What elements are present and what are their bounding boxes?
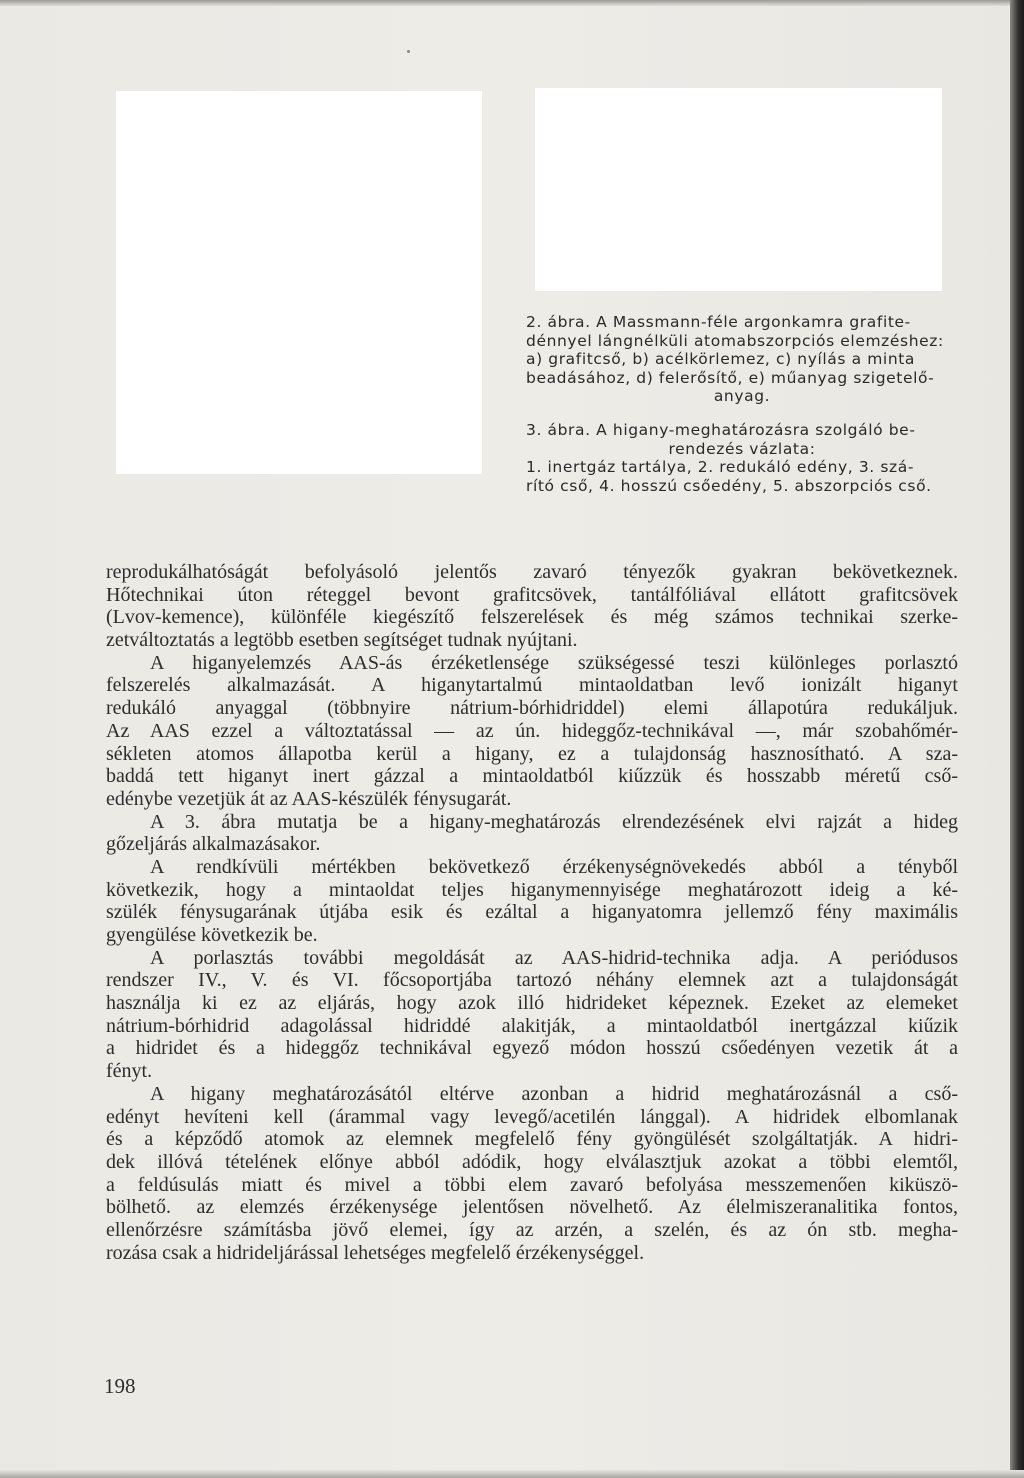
figure-2-caption — [526, 313, 958, 406]
body-text — [106, 561, 958, 1264]
caption-line: anyag. — [713, 387, 771, 405]
book-spine-shadow — [1010, 0, 1024, 1478]
text-line: A higanyelemzés AAS-ás érzéketlensége szükségessé teszi különleges porlasztó — [150, 651, 958, 674]
text-line: és a képződő atomok az elemnek megfelelő fény gyöngülését szolgáltatják. A hidri- — [106, 1128, 958, 1151]
text-line: dek illóvá tételének előnye abból adódik, hogy elválasztjuk azokat a többi elemtől, — [106, 1150, 958, 1173]
text-line: következik, hogy a mintaoldat teljes higanymennyisége meghatározott ideig a ké- — [106, 878, 958, 901]
figure-3-caption — [526, 421, 958, 495]
text-line: A porlasztás további megoldását az AAS-hidrid-technika adja. A periódusos — [150, 946, 958, 969]
text-line: redukáló anyaggal (többnyire nátrium-bórhidriddel) elemi állapotúra redukáljuk. — [106, 697, 958, 720]
text-line: szülék fénysugarának útjába esik és ezáltal a higanyatomra jellemző fény maximális — [106, 901, 958, 924]
text-line: edényt hevíteni kell (árammal vagy levegő/acetilén lánggal). A hidridek elbomlanak — [106, 1105, 958, 1128]
figure-3-image — [535, 88, 942, 291]
text-line: baddá tett higanyt inert gázzal a mintaoldatból kiűzzük és hosszabb méretű cső- — [106, 765, 958, 788]
text-line: zetváltoztatás a legtöbb esetben segítséget tudnak nyújtani. — [106, 629, 578, 652]
text-line: sékleten atomos állapotba kerül a higany, ez a tulajdonság hasznosítható. A sza- — [106, 742, 958, 765]
text-line: Az AAS ezzel a változtatással — az ún. hideggőz-technikával —, már szobahőmér- — [106, 719, 958, 742]
text-line: A rendkívüli mértékben bekövetkező érzékenységnövekedés abból a tényből — [150, 855, 958, 878]
text-line: használja ki ez az eljárás, hogy azok illó hidrideket képeznek. Ezeket az elemeket — [106, 992, 958, 1015]
figure-2-image — [116, 91, 482, 474]
caption-line: a) grafitcső, b) acélkörlemez, c) nyílás a minta — [526, 350, 916, 368]
caption-line: rendezés vázlata: — [668, 439, 816, 458]
text-line: gőzeljárás alkalmazásakor. — [106, 833, 321, 856]
page-number: 198 — [104, 1374, 136, 1398]
speck-mark — [407, 50, 410, 53]
text-line: gyengülése következik be. — [106, 924, 318, 946]
text-line: fényt. — [106, 1060, 153, 1083]
text-line: rendszer IV., V. és VI. főcsoportjába tartozó néhány elemnek azt a tulajdonságát — [106, 969, 958, 992]
caption-line: beadásához, d) felerősítő, e) műanyag szigetelő- — [526, 368, 935, 387]
text-line: A 3. ábra mutatja be a higany-meghatározás elrendezésének elvi rajzát a hideg — [150, 810, 958, 833]
text-line: rozása csak a hidrideljárással lehetséges megfelelő érzékenységgel. — [106, 1241, 645, 1264]
text-line: A higany meghatározásától eltérve azonban a hidrid meghatározásnál a cső- — [150, 1082, 958, 1105]
caption-line: dénnyel lángnélküli atomabszorpciós elemzéshez: — [526, 331, 944, 350]
text-line: felszerelés alkalmazását. A higanytartalmú mintaoldatban levő ionizált higanyt — [106, 674, 958, 697]
text-line: reprodukálhatóságát befolyásoló jelentős zavaró tényezők gyakran bekövetkeznek. — [106, 561, 958, 583]
caption-line: 3. ábra. A higany-meghatározásra szolgáló be- — [526, 421, 916, 439]
text-line: (Lvov-kemence), különféle kiegészítő felszerelések és még számos technikai szerke- — [106, 606, 958, 629]
caption-line: 2. ábra. A Massmann-féle argonkamra grafite- — [526, 313, 911, 331]
caption-line: rító cső, 4. hosszú csőedény, 5. abszorpciós cső. — [526, 476, 932, 495]
text-line: bölhető. az elemzés érzékenysége jelentősen növelhető. Az élelmiszeranalitika fontos, — [106, 1196, 958, 1219]
text-line: a feldúsulás miatt és mivel a többi elem zavaró befolyása messzemenően kiküszö- — [106, 1173, 958, 1196]
text-line: nátrium-bórhidrid adagolással hidriddé alakitják, a mintaoldatból inertgázzal kiűzik — [106, 1014, 958, 1037]
caption-line: 1. inertgáz tartálya, 2. redukáló edény, 3. szá- — [526, 458, 915, 476]
text-line: edénybe vezetjük át az AAS-készülék fénysugarát. — [106, 787, 512, 810]
text-line: ellenőrzésre számításba jövő elemei, így az arzén, a szelén, és az ón stb. megha- — [106, 1218, 958, 1241]
text-line: a hidridet és a hideggőz technikával egyező módon hosszú csőedényen vezetik át a — [106, 1037, 958, 1060]
text-line: Hőtechnikai úton réteggel bevont grafitcsövek, tantálfóliával ellátott grafitcsövek — [106, 583, 958, 606]
page-top-edge — [0, 0, 1024, 6]
page-bottom-edge — [0, 1470, 1024, 1478]
